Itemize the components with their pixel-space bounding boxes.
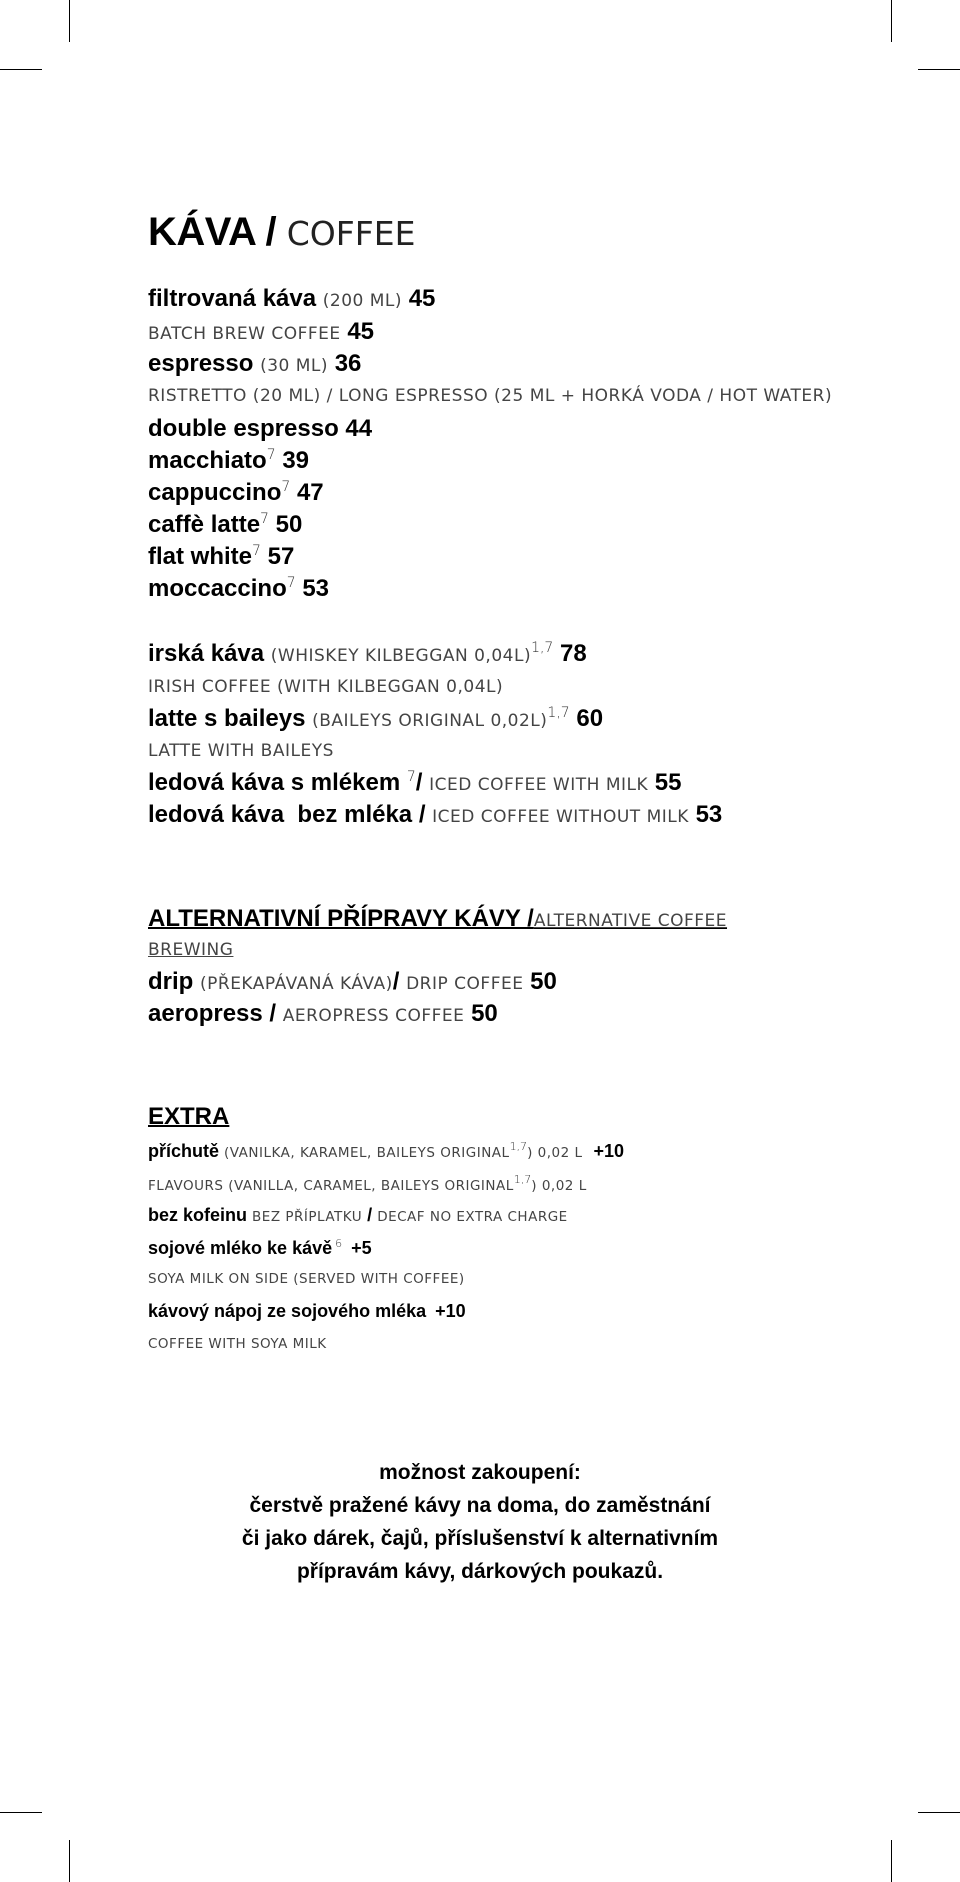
coffee-title: KÁVA / COFFEE: [148, 210, 416, 254]
menu-item-filtered: filtrovaná káva (200 ML) 45: [148, 285, 436, 312]
menu-item-moccaccino: moccaccino$^7$ 53: [148, 575, 330, 602]
menu-item-irish: irská káva (WHISKEY KILBEGGAN 0,04L)$^{1,7}$ 78: [148, 640, 587, 667]
extra-soy-side-en: SOYA MILK ON SIDE (SERVED WITH COFFEE): [148, 1271, 465, 1287]
menu-item-batch: BATCH BREW COFFEE 45: [148, 318, 375, 345]
menu-item-flat-white: flat white$^7$ 57: [148, 543, 295, 570]
extra-soy-drink: kávový nápoj ze sojového mléka +10: [148, 1301, 466, 1321]
menu-item-latte-baileys-en: LATTE WITH BAILEYS: [148, 741, 334, 761]
menu-item-latte-baileys: latte s baileys (BAILEYS ORIGINAL 0,02L)$^{1,7}$ 60: [148, 705, 604, 732]
crop-mark-top-left: [69, 0, 70, 42]
extra-soy-drink-en: COFFEE WITH SOYA MILK: [148, 1336, 327, 1352]
crop-mark-bottom-left-h: [0, 1812, 42, 1813]
crop-mark-bottom-right: [891, 1840, 892, 1882]
crop-mark-bottom-right-h: [918, 1812, 960, 1813]
menu-item-caffe-latte: caffè latte$^7$ 50: [148, 511, 303, 538]
extra-flavours: příchutě (VANILKA, KARAMEL, BAILEYS ORIGINAL$^{1,7}$) 0,02 L +10: [148, 1140, 625, 1161]
extra-decaf: bez kofeinu BEZ PŘÍPLATKU / DECAF NO EXTRA CHARGE: [148, 1205, 568, 1225]
crop-mark-top-right: [891, 0, 892, 42]
menu-item-iced-nomilk: ledová káva bez mléka / ICED COFFEE WITHOUT MILK 53: [148, 801, 723, 828]
purchase-note: [0, 1456, 960, 1588]
menu-item-espresso: espresso (30 ML) 36: [148, 350, 362, 377]
menu-item-double-espresso: double espresso 44: [148, 415, 373, 442]
purchase-note-line1: možnost zakoupení:: [379, 1461, 581, 1484]
menu-item-iced-milk: ledová káva s mlékem $^7$/ ICED COFFEE WITH MILK 55: [148, 769, 682, 796]
menu-item-irish-en: IRISH COFFEE (WITH KILBEGGAN 0,04L): [148, 677, 504, 697]
crop-mark-top-right-h: [918, 69, 960, 70]
crop-mark-top-left-h: [0, 69, 42, 70]
crop-mark-bottom-left: [69, 1840, 70, 1882]
menu-item-ristretto: RISTRETTO (20 ML) / LONG ESPRESSO (25 ML + HORKÁ VODA / HOT WATER): [148, 386, 833, 406]
menu-item-aeropress: aeropress / AEROPRESS COFFEE 50: [148, 1000, 498, 1027]
extra-title: EXTRA: [148, 1103, 230, 1130]
alternative-title: ALTERNATIVNÍ PŘÍPRAVY KÁVY /ALTERNATIVE COFFEE: [148, 905, 728, 932]
purchase-note-line3: či jako dárek, čajů, příslušenství k alternativním: [241, 1527, 719, 1550]
extra-flavours-en: FLAVOURS (VANILLA, CARAMEL, BAILEYS ORIGINAL$^{1,7}$) 0,02 L: [148, 1173, 587, 1194]
purchase-note-line4: přípravám kávy, dárkových poukazů.: [296, 1560, 664, 1583]
purchase-note-line2: čerstvě pražené kávy na doma, do zaměstnání: [249, 1494, 711, 1517]
alternative-title-line2: BREWING: [148, 940, 234, 960]
extra-soy-side: sojové mléko ke kávě $^6$ +5: [148, 1237, 372, 1258]
menu-item-cappuccino: cappuccino$^7$ 47: [148, 479, 324, 506]
menu-item-macchiato: macchiato$^7$ 39: [148, 447, 310, 474]
menu-item-drip: drip (PŘEKAPÁVANÁ KÁVA)/ DRIP COFFEE 50: [148, 968, 557, 995]
